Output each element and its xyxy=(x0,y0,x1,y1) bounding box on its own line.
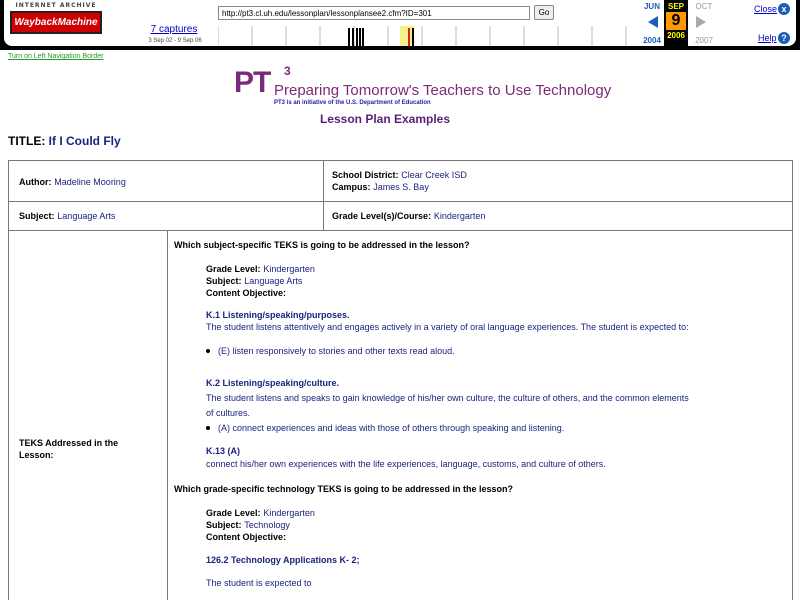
grade-value: Kindergarten xyxy=(433,211,486,221)
captures-link-wrap xyxy=(134,24,214,35)
pt3-subtitle: PT3 is an initiative of the U.S. Department of Education xyxy=(274,100,431,106)
pt3-logo xyxy=(234,64,612,110)
page-title: Lesson Plan Examples xyxy=(319,112,451,126)
k13-text: connect his/her own experiences with the life experiences, language, customs, and culture of others. xyxy=(206,459,606,469)
tech-text: The student is expected to xyxy=(206,578,312,588)
current-year: 2006 xyxy=(667,31,685,40)
k2-heading: K.2 Listening/speaking/culture. xyxy=(206,378,340,388)
current-month: SEP xyxy=(667,2,684,11)
subject-label: Subject: xyxy=(19,211,55,221)
next-year-label: 2007 xyxy=(695,36,713,45)
k2-bullet-text: (A) connect experiences and ideas with those of others through speaking and listening. xyxy=(218,423,565,433)
k2-bullet-icon xyxy=(206,426,210,430)
current-capture-date xyxy=(664,0,688,46)
tech-grade-label: Grade Level: xyxy=(206,508,261,518)
author-label: Author: xyxy=(19,177,52,187)
teks-subject-label: Subject: xyxy=(206,276,242,286)
tech-objective-label: Content Objective: xyxy=(206,532,287,542)
url-input[interactable] xyxy=(218,6,530,20)
pt3-logo-mark: PT xyxy=(234,66,271,99)
subject-value: Language Arts xyxy=(57,211,116,221)
tech-teks-question: Which grade-specific technology TEKS is going to be addressed in the lesson? xyxy=(174,484,514,494)
k1-heading: K.1 Listening/speaking/purposes. xyxy=(206,310,350,320)
campus-label: Campus: xyxy=(332,182,371,192)
district-value: Clear Creek ISD xyxy=(401,170,467,180)
tech-heading: 126.2 Technology Applications K- 2; xyxy=(206,555,360,565)
go-button[interactable]: Go xyxy=(534,5,554,20)
tech-grade-line xyxy=(206,508,315,519)
wayback-logo-top: INTERNET ARCHIVE xyxy=(15,2,97,9)
close-toolbar-link[interactable]: Close xyxy=(754,4,778,14)
teks-label-cell xyxy=(8,230,168,600)
teks-subject-line xyxy=(206,276,302,287)
k2-text-line2: of cultures. xyxy=(206,408,251,418)
help-icon[interactable]: ? xyxy=(778,32,790,44)
current-day: 9 xyxy=(666,12,686,30)
tech-subject-line xyxy=(206,520,290,531)
tech-subject-value: Technology xyxy=(244,520,290,530)
grade-cell xyxy=(323,201,793,231)
k13-heading: K.13 (A) xyxy=(206,446,241,456)
lesson-title-value: If I Could Fly xyxy=(48,134,121,148)
help-link[interactable]: Help xyxy=(758,33,777,43)
grade-label: Grade Level(s)/Course: xyxy=(332,211,432,221)
k1-bullet-icon xyxy=(206,349,210,353)
author-value: Madeline Mooring xyxy=(54,177,126,187)
captures-range: 3 Sep 02 - 9 Sep 06 xyxy=(148,38,202,44)
author-cell xyxy=(8,160,324,202)
teks-grade-value: Kindergarten xyxy=(263,264,315,274)
district-label: School District: xyxy=(332,170,399,180)
teks-row-label: TEKS Addressed in the Lesson: xyxy=(19,438,119,460)
teks-subject-value: Language Arts xyxy=(244,276,303,286)
lesson-title-label: TITLE: xyxy=(8,134,46,148)
nav-border-toggle-link[interactable]: Turn on Left Navigation Border xyxy=(8,53,104,60)
school-cell xyxy=(323,160,793,202)
teks-grade-line xyxy=(206,264,315,275)
tech-subject-label: Subject: xyxy=(206,520,242,530)
wayback-logo[interactable] xyxy=(10,2,102,40)
campus-value: James S. Bay xyxy=(373,182,429,192)
pt3-tagline: Preparing Tomorrow's Teachers to Use Technology xyxy=(274,82,612,99)
prev-capture-arrow-icon[interactable] xyxy=(648,16,658,28)
next-month-label: OCT xyxy=(695,2,713,11)
captures-link[interactable]: 7 captures xyxy=(150,24,198,35)
sparkline-background xyxy=(218,26,628,46)
tech-grade-value: Kindergarten xyxy=(263,508,315,518)
close-icon[interactable]: x xyxy=(778,3,790,15)
wayback-logo-wordmark: WaybackMachine xyxy=(10,11,102,34)
capture-sparkline[interactable] xyxy=(218,26,628,46)
k1-bullet-text: (E) listen responsively to stories and other texts read aloud. xyxy=(218,346,455,356)
teks-grade-label: Grade Level: xyxy=(206,264,261,274)
subject-teks-question: Which subject-specific TEKS is going to be addressed in the lesson? xyxy=(174,240,470,250)
next-capture-arrow-icon xyxy=(696,16,706,28)
subject-cell xyxy=(8,201,324,231)
teks-objective-label: Content Objective: xyxy=(206,288,287,298)
k1-text: The student listens attentively and engages actively in a variety of oral language experiences. The student is expected to: xyxy=(206,322,689,332)
prev-month-label[interactable]: JUN xyxy=(643,2,660,11)
lesson-title xyxy=(8,134,121,148)
sparkline-current-year xyxy=(400,26,414,46)
prev-year-label[interactable]: 2004 xyxy=(643,36,661,45)
pt3-logo-superscript: 3 xyxy=(284,64,291,78)
k2-text-line1: The student listens and speaks to gain knowledge of his/her own culture, the culture of others, and the common elements xyxy=(206,393,689,403)
